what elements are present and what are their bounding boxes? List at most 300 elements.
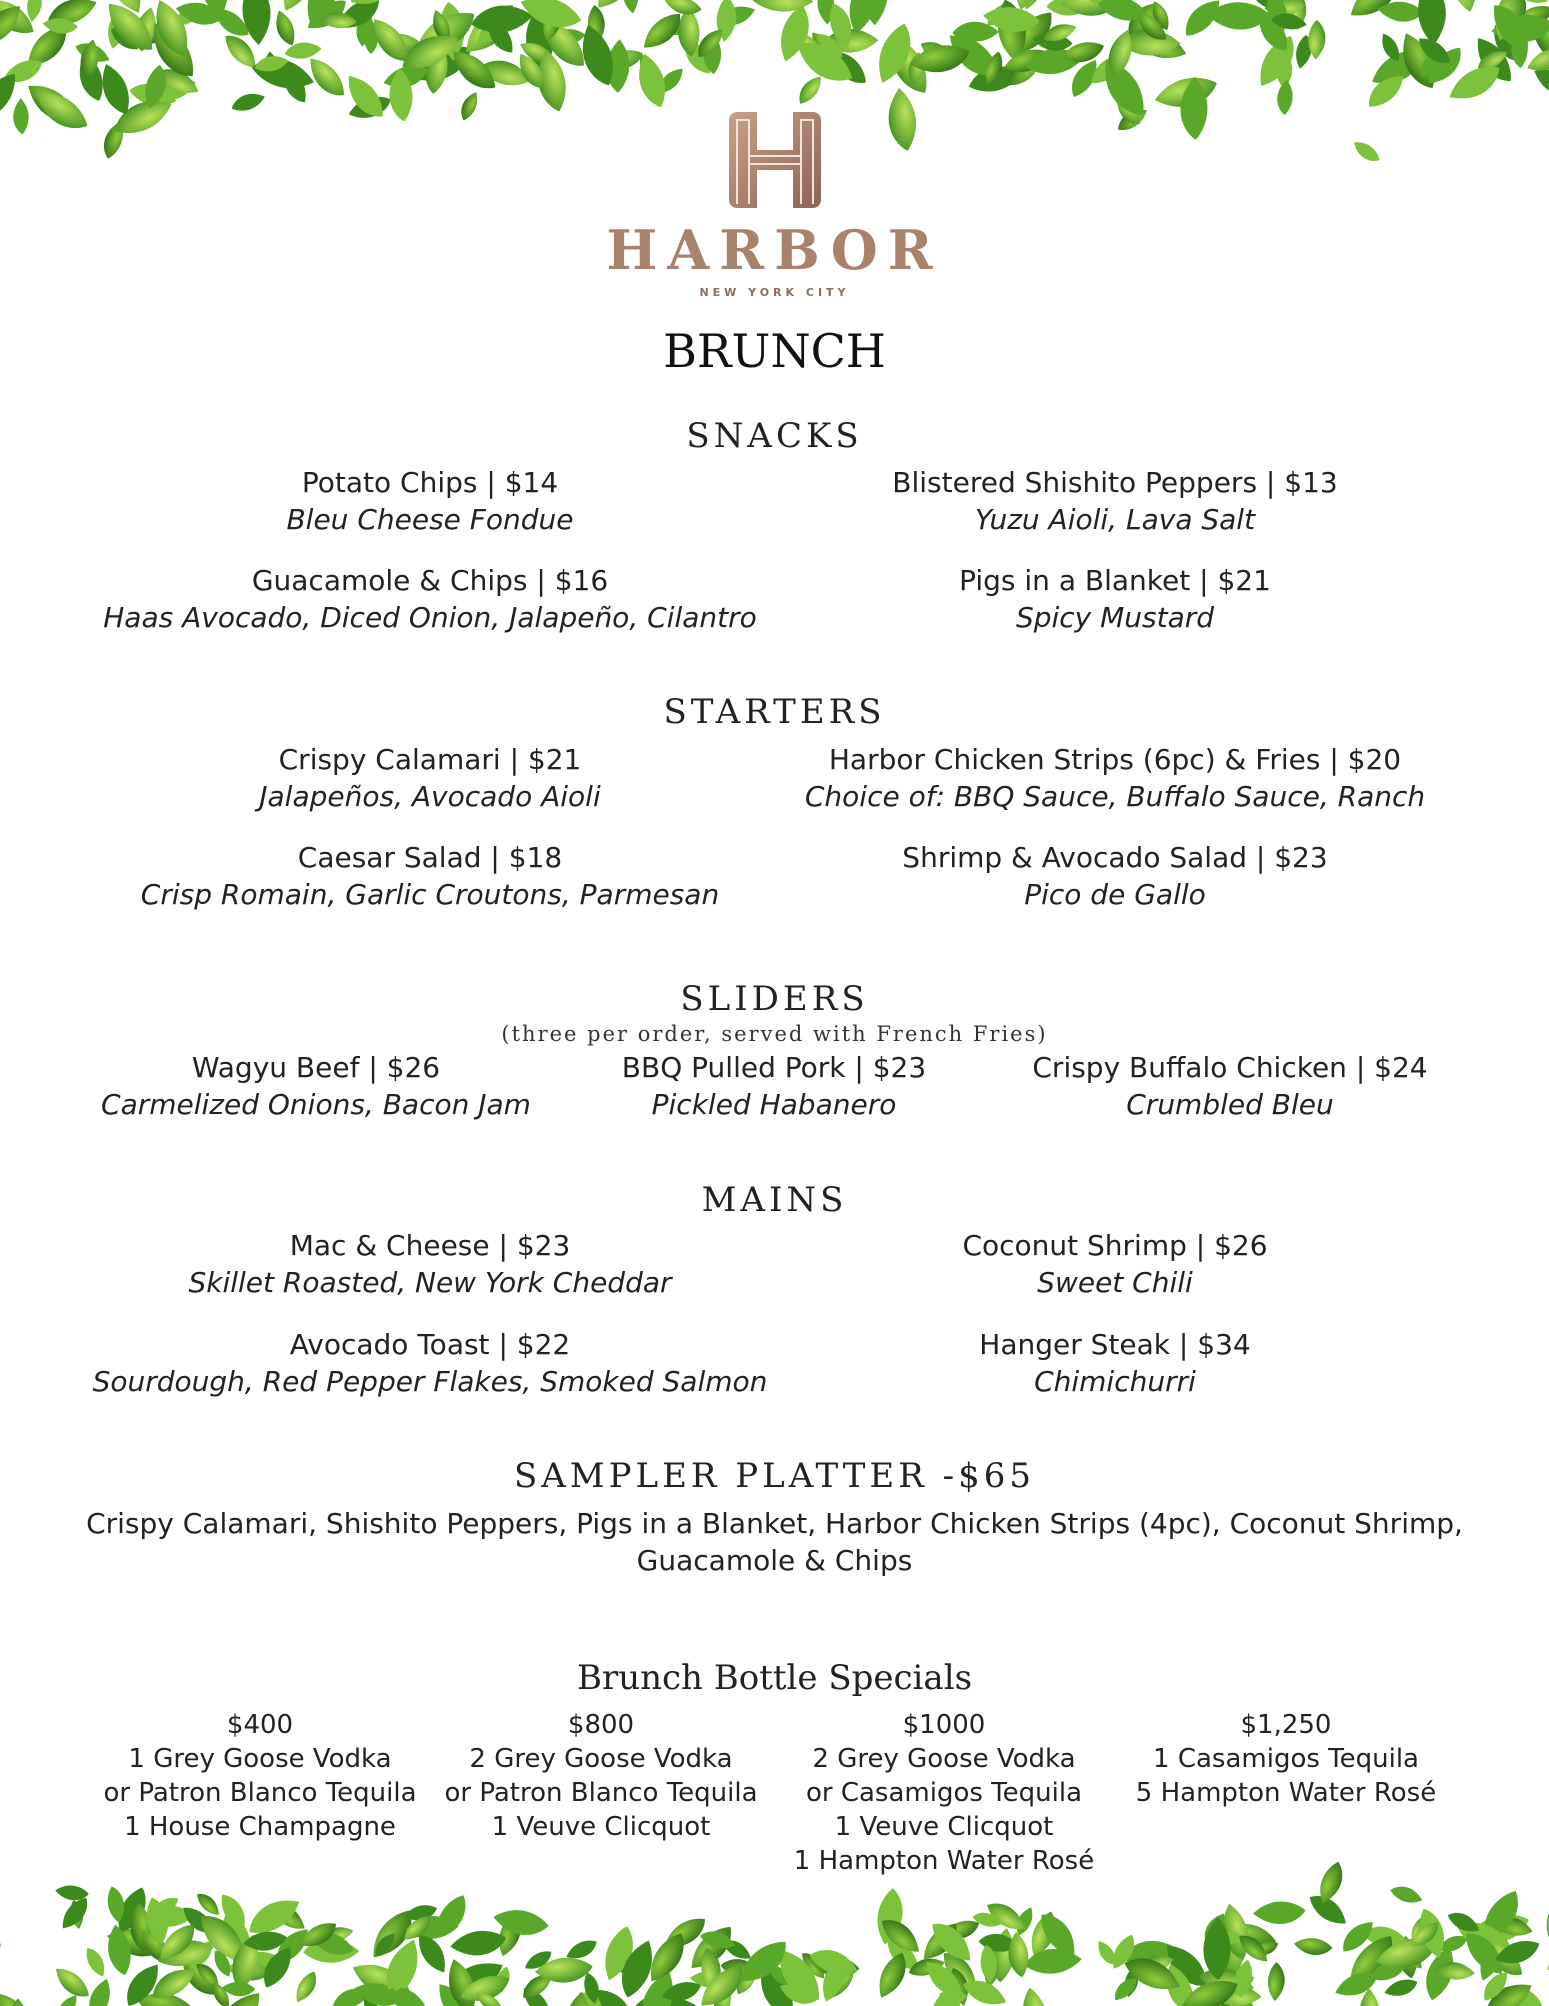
leaf-shape (1474, 46, 1510, 75)
menu-item (780, 1326, 1450, 1400)
section-title-starters: STARTERS (663, 692, 886, 732)
leaf-shape (1061, 0, 1122, 17)
package-line: 1 Veuve Clicquot (834, 1812, 1054, 1842)
item-description: Pico de Gallo (1024, 878, 1206, 911)
leaf-shape (1232, 1958, 1256, 1999)
leaf-shape (1289, 0, 1308, 30)
leaf-shape (919, 1955, 968, 2002)
leaf-shape (20, 19, 75, 75)
leaf-shape (959, 1974, 1010, 2006)
leaf-shape (952, 21, 999, 42)
menu-item (60, 839, 800, 913)
leaf-shape (715, 1, 758, 31)
item-description: Choice of: BBQ Sauce, Buffalo Sauce, Ranch (804, 780, 1426, 813)
leaf-shape (300, 0, 346, 29)
leaf-shape (684, 1919, 740, 1977)
leaf-shape (107, 23, 143, 55)
leaf-shape (923, 1978, 968, 2006)
leaf-shape (720, 1935, 755, 1963)
leaf-shape (303, 1938, 360, 1963)
leaf-shape (381, 61, 431, 94)
leaf-shape (1107, 1931, 1139, 1973)
leaf-shape (1158, 1938, 1215, 1995)
leaf-shape (98, 0, 161, 59)
harbor-h-logo-icon (725, 108, 825, 212)
leaf-shape (574, 21, 621, 90)
leaf-shape (1119, 29, 1180, 55)
leaf-shape (794, 72, 826, 108)
item-name: Potato Chips | $14 (301, 466, 559, 499)
leaf-shape (192, 1959, 223, 1990)
leaf-shape (494, 1910, 525, 1959)
item-description: Yuzu Aioli, Lava Salt (974, 503, 1256, 536)
leaf-shape (694, 1958, 752, 2006)
leaf-shape (1332, 1966, 1382, 2002)
package-line: 2 Grey Goose Vodka (469, 1744, 733, 1774)
leaf-shape (872, 1949, 912, 2003)
leaf-shape (1004, 5, 1061, 63)
leaf-shape (141, 72, 199, 106)
leaf-shape (396, 25, 464, 77)
leaf-shape (1466, 1908, 1532, 1949)
leaf-shape (175, 1952, 224, 2002)
leaf-shape (78, 38, 100, 80)
leaf-shape (477, 55, 534, 90)
leaf-shape (807, 1944, 861, 1979)
leaf-shape (103, 1923, 134, 1978)
leaf-shape (1013, 1904, 1037, 1937)
leaf-shape (518, 1968, 557, 2003)
leaf-shape (0, 1937, 6, 1973)
leaf-shape (1468, 32, 1519, 89)
leaf-shape (845, 0, 881, 36)
menu-item (60, 464, 800, 538)
leaf-shape (1203, 1917, 1230, 1980)
leaf-shape (1388, 1883, 1424, 1907)
brand-location: NEW YORK CITY (699, 286, 850, 299)
leaf-shape (236, 1951, 289, 1974)
leaf-shape (1234, 1930, 1273, 1967)
leaf-shape (271, 8, 299, 49)
leaf-shape (993, 0, 1031, 65)
package-line: 1 Casamigos Tequila (1153, 1744, 1419, 1774)
leaf-shape (469, 1, 534, 36)
leaf-shape (1219, 1921, 1247, 1978)
leaf-shape (1031, 31, 1073, 53)
leaf-shape (1508, 0, 1529, 28)
leaf-shape (1212, 1985, 1262, 2006)
leaf-shape (249, 53, 317, 94)
leaf-shape (141, 63, 170, 111)
leaf-shape (1060, 0, 1111, 10)
leaf-shape (1529, 63, 1549, 102)
leaf-shape (1096, 0, 1152, 26)
leaf-shape (1010, 0, 1045, 12)
package-price: $1000 (902, 1710, 986, 1740)
leaf-shape (1178, 0, 1226, 42)
leaf-shape (143, 1895, 173, 1946)
leaf-shape (422, 44, 451, 96)
menu-item (60, 741, 800, 815)
leaf-shape (215, 1908, 258, 1974)
bottle-specials-title: Brunch Bottle Specials (576, 1658, 973, 1698)
leaf-shape (1478, 1967, 1512, 2005)
leaf-shape (400, 1911, 436, 1945)
item-name: Blistered Shishito Peppers | $13 (892, 466, 1338, 499)
leaf-shape (817, 1955, 850, 2005)
leaf-shape (517, 38, 557, 68)
leaf-shape (1251, 6, 1295, 57)
leaf-shape (655, 64, 687, 97)
leaf-shape (147, 1961, 201, 2006)
leaf-shape (590, 1983, 639, 2006)
leaf-shape (676, 6, 701, 57)
leaf-shape (0, 0, 40, 42)
leaf-shape (880, 1933, 924, 1976)
leaf-shape (412, 1929, 453, 1977)
menu-item (780, 562, 1450, 636)
leaf-shape (1416, 47, 1445, 81)
leaf-shape (82, 1944, 110, 1979)
leaf-shape (518, 1983, 555, 2006)
bottle-package (431, 1708, 771, 1844)
leaf-shape (939, 1989, 968, 2003)
leaf-shape (860, 0, 889, 26)
leaf-shape (1276, 52, 1293, 89)
leaf-shape (1059, 38, 1106, 68)
leaf-shape (1358, 1988, 1380, 2006)
leaf-shape (733, 1933, 795, 1991)
item-name: Pigs in a Blanket | $21 (959, 564, 1271, 597)
leaf-shape (68, 1899, 86, 1930)
leaf-shape (1445, 1908, 1483, 1937)
leaf-shape (1524, 42, 1549, 78)
leaf-shape (1415, 0, 1448, 46)
leaf-shape (1514, 1, 1549, 30)
leaf-shape (893, 1922, 911, 1954)
menu-item (780, 839, 1450, 913)
leaf-shape (1366, 41, 1430, 93)
leaf-shape (151, 1894, 181, 1917)
leaf-shape (1524, 8, 1549, 68)
leaf-shape (1414, 1905, 1451, 1961)
leaf-shape (822, 1958, 861, 2003)
leaf-shape (0, 16, 3, 37)
menu-item (60, 1227, 800, 1301)
leaf-shape (906, 1954, 946, 1980)
leaf-shape (1487, 21, 1525, 67)
leaf-shape (1314, 1859, 1347, 1907)
bottle-package (774, 1708, 1114, 1878)
leaf-shape (127, 80, 178, 111)
leaf-shape (1264, 0, 1306, 16)
leaf-shape (1407, 1918, 1444, 1953)
leaf-shape (512, 49, 550, 93)
leaf-shape (1422, 42, 1468, 91)
leaf-shape (354, 9, 375, 48)
leaf-shape (1437, 1931, 1471, 1956)
package-price: $1,250 (1240, 1710, 1332, 1740)
leaf-shape (1293, 1936, 1333, 1957)
leaf-shape (471, 4, 523, 52)
leaf-shape (302, 52, 351, 103)
leaf-shape (1148, 0, 1173, 33)
leaf-shape (492, 1965, 513, 1996)
leaf-shape (614, 1935, 660, 2001)
item-name: Caesar Salad | $18 (297, 841, 563, 874)
leaf-shape (1025, 1908, 1061, 1960)
leaf-shape (329, 1982, 373, 2006)
leaf-shape (111, 1883, 153, 1938)
leaf-shape (613, 1993, 665, 2006)
leaf-shape (810, 1953, 861, 1980)
leaf-shape (702, 32, 722, 75)
leaf-shape (296, 1917, 341, 1954)
leaf-shape (1489, 0, 1528, 44)
leaf-shape (210, 1947, 235, 1979)
leaf-shape (1444, 58, 1507, 109)
leaf-shape (774, 2, 815, 65)
sliders-note: (three per order, served with French Fries) (501, 1022, 1048, 1046)
leaf-shape (1123, 1966, 1141, 1998)
leaf-shape (1305, 1889, 1352, 1931)
leaf-shape (277, 63, 312, 107)
leaf-shape (635, 1966, 681, 2006)
leaf-shape (352, 1979, 405, 2006)
leaf-shape (270, 1922, 314, 1969)
leaf-shape (84, 1976, 114, 2006)
item-description: Skillet Roasted, New York Cheddar (188, 1266, 672, 1299)
item-description: Crisp Romain, Garlic Croutons, Parmesan (140, 878, 720, 911)
leaf-shape (1267, 1962, 1285, 2002)
brand-name: HARBOR (606, 218, 943, 282)
leaf-shape (1490, 11, 1549, 45)
leaf-shape (776, 1979, 819, 2006)
leaf-shape (1001, 44, 1053, 79)
leaf-shape (1041, 19, 1079, 45)
item-name: Shrimp & Avocado Salad | $23 (902, 841, 1328, 874)
leaf-shape (787, 26, 829, 68)
leaf-shape (1492, 1935, 1543, 1970)
package-line: or Casamigos Tequila (805, 1778, 1083, 1808)
item-name: Coconut Shrimp | $26 (962, 1229, 1268, 1262)
leaf-shape (390, 1963, 413, 1994)
section-title-sliders: SLIDERS (680, 979, 869, 1019)
leaf-shape (589, 0, 643, 16)
leaf-shape (1480, 1975, 1538, 2006)
leaf-shape (302, 0, 351, 37)
leaf-shape (747, 0, 815, 14)
leaf-shape (621, 1984, 674, 2006)
leaf-shape (880, 31, 936, 101)
leaf-shape (1252, 1900, 1306, 1926)
section-title-mains: MAINS (701, 1180, 848, 1220)
leaf-shape (524, 5, 556, 71)
leaf-shape (663, 0, 704, 18)
leaf-shape (978, 1932, 1020, 1954)
leaf-shape (971, 1910, 1003, 1930)
leaf-shape (227, 1932, 264, 1993)
leaf-shape (1251, 30, 1302, 93)
leaf-shape (0, 0, 28, 52)
leaf-shape (946, 1966, 973, 2006)
package-price: $800 (567, 1710, 635, 1740)
leaf-shape (257, 1941, 298, 1992)
leaf-shape (263, 50, 280, 82)
leaf-shape (191, 0, 235, 20)
bottle-package (90, 1708, 430, 1844)
leaf-shape (1542, 1935, 1549, 1977)
leaf-shape (642, 1993, 710, 2006)
leaf-shape (428, 8, 455, 46)
leaf-shape (1491, 1913, 1535, 1939)
leaf-shape (429, 1890, 473, 1943)
leaf-shape (0, 54, 46, 89)
leaf-shape (1110, 1973, 1141, 2005)
leaf-shape (1485, 0, 1538, 59)
leaf-shape (365, 13, 416, 69)
leaf-shape (105, 7, 130, 51)
leaf-shape (1337, 1915, 1379, 1957)
leaf-shape (1206, 2, 1270, 30)
leaf-shape (806, 28, 839, 64)
leaf-shape (941, 26, 1006, 86)
leaf-shape (660, 1978, 704, 2006)
leaf-shape (147, 0, 196, 62)
leaf-shape (43, 0, 100, 31)
leaf-shape (797, 1948, 830, 1982)
leaf-shape (1023, 1946, 1083, 1977)
leaf-shape (1262, 0, 1292, 36)
leaf-shape (1413, 32, 1454, 69)
menu-item (780, 464, 1450, 538)
leaf-shape (73, 51, 108, 105)
leaf-shape (1104, 27, 1137, 79)
leaf-shape (1120, 1938, 1182, 1970)
leaf-shape (789, 33, 859, 91)
leaf-shape (925, 1915, 979, 1968)
leaf-shape (1377, 0, 1424, 23)
leaf-shape (816, 0, 837, 25)
leaf-shape (981, 50, 1006, 87)
leaf-shape (371, 1929, 399, 1959)
leaf-shape (1293, 34, 1314, 71)
leaf-shape (1452, 1915, 1514, 1958)
leaf-shape (53, 1991, 81, 2006)
leaf-shape (135, 1925, 176, 1968)
leaf-shape (50, 1962, 94, 2003)
leaf-shape (209, 1984, 268, 2006)
leaf-shape (192, 1906, 254, 1970)
leaf-shape (333, 0, 386, 37)
leaf-shape (1122, 0, 1163, 42)
leaf-shape (551, 28, 586, 45)
leaf-shape (1199, 1909, 1230, 1948)
item-name: Mac & Cheese | $23 (289, 1229, 571, 1262)
leaf-shape (563, 1936, 600, 1964)
leaf-shape (1368, 1956, 1410, 1985)
leaf-shape (522, 1947, 555, 1975)
leaf-shape (215, 1890, 252, 1935)
leaf-shape (1250, 1938, 1281, 1959)
leaf-shape (193, 1889, 223, 1919)
leaf-shape (1341, 1928, 1403, 1994)
leaf-shape (534, 13, 592, 75)
leaf-shape (1196, 1980, 1257, 2006)
leaf-shape (516, 0, 584, 34)
leaf-shape (1475, 1941, 1504, 1984)
leaf-shape (364, 21, 379, 54)
leaf-shape (1541, 1894, 1549, 1941)
leaf-shape (661, 21, 693, 35)
menu-item (780, 1227, 1450, 1301)
leaf-shape (164, 1941, 200, 1960)
leaf-shape (3, 1998, 33, 2006)
item-description: Carmelized Onions, Bacon Jam (101, 1088, 531, 1121)
leaf-shape (1086, 49, 1129, 90)
leaf-shape (25, 0, 43, 23)
leaf-shape (219, 29, 262, 73)
menu-item (76, 1049, 556, 1123)
leaf-shape (1445, 0, 1483, 15)
leaf-shape (276, 0, 321, 16)
leaf-shape (491, 1906, 550, 1938)
leaf-shape (122, 20, 165, 49)
leaf-shape (823, 28, 879, 54)
leaf-shape (1362, 68, 1409, 113)
menu-item (990, 1049, 1470, 1123)
leaf-shape (825, 44, 872, 90)
leaf-shape (603, 1938, 640, 1982)
leaf-shape (598, 1923, 639, 1985)
leaf-shape (1254, 0, 1288, 12)
item-description: Chimichurri (1034, 1365, 1196, 1398)
leaf-shape (712, 1980, 733, 2006)
leaf-shape (907, 40, 972, 78)
leaf-shape (441, 1956, 482, 2006)
leaf-shape (142, 16, 203, 85)
leaf-shape (1499, 1980, 1546, 2006)
leaf-shape (1208, 1992, 1244, 2006)
leaf-shape (291, 1968, 321, 2006)
leaf-shape (1308, 20, 1326, 60)
item-description: Haas Avocado, Diced Onion, Jalapeño, Cilantro (103, 601, 757, 634)
package-line: 2 Grey Goose Vodka (812, 1744, 1076, 1774)
leaf-shape (692, 24, 727, 62)
leaf-shape (440, 1952, 509, 2006)
leaf-shape (392, 1985, 415, 2006)
leaf-shape (1344, 0, 1407, 26)
brand-logo (0, 108, 1549, 299)
leaf-shape (1409, 1917, 1428, 1947)
leaf-shape (1270, 11, 1308, 31)
item-description: Crumbled Bleu (1126, 1088, 1334, 1121)
leaf-shape (54, 1884, 89, 1902)
leaf-shape (449, 1927, 509, 1960)
package-line: 1 House Champagne (124, 1812, 396, 1842)
leaf-shape (1394, 1939, 1427, 1973)
item-name: Crispy Buffalo Chicken | $24 (1032, 1051, 1428, 1084)
leaf-shape (983, 0, 1017, 31)
leaf-shape (174, 0, 226, 28)
item-name: Avocado Toast | $22 (289, 1328, 571, 1361)
package-line: 1 Hampton Water Rosé (793, 1846, 1095, 1876)
item-name: Harbor Chicken Strips (6pc) & Fries | $20 (828, 743, 1402, 776)
leaf-shape (637, 7, 687, 56)
leaf-shape (445, 44, 502, 97)
leaf-shape (1065, 55, 1103, 101)
leaf-shape (907, 51, 926, 86)
